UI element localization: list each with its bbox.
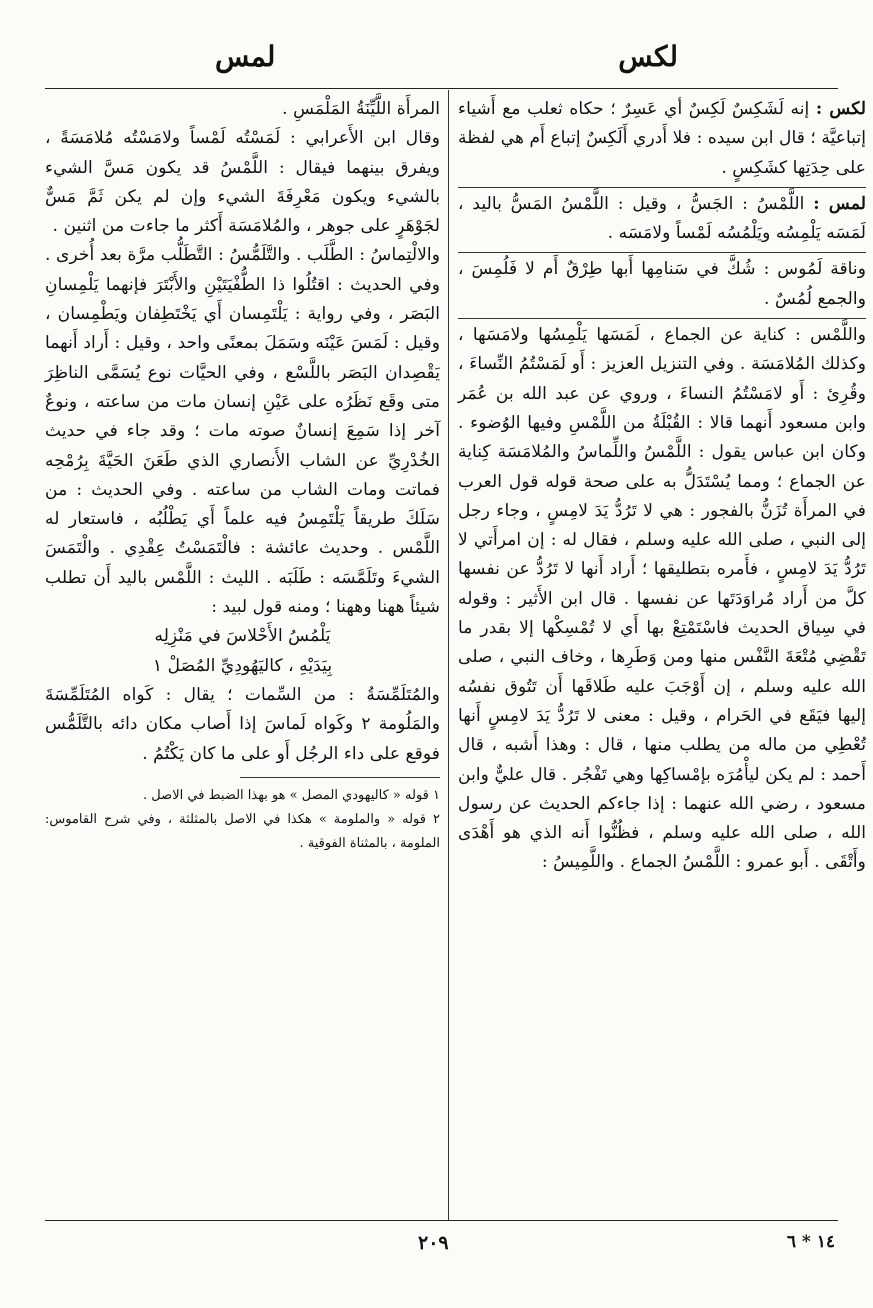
entry-divider: [458, 318, 866, 319]
paragraph: واللَّمْس : كناية عن الجماع ، لَمَسَها يَلْمِسُها ولامَسَها ، وكذلك المُلامَسَة . وفي التنزيل العزيز : أَو لَمَسْتُمُ النِّساءَ ، وقُرِئ : أَو لامَسْتُمُ النساءَ ، وروي عن عبد الله بن عُمَر وابن مسعود أَنهما قالا : القُبْلَةُ من اللَّمْسِ وفيها الوُضوء . وكان ابن عباس يقول : اللَّمْسُ واللِّماسُ والمُلامَسَة كِناية عن الجماع ؛ ومما يُسْتَدَلُّ به على صحة قوله قول العرب في المرأَة تُزَنُّ بالفجور : هي لا تَرُدُّ يَدَ لامِسٍ ، وجاء رجل إلى النبي ، صلى الله عليه وسلم ، فقال له : إن امرأَتي لا تَرُدُّ يَدَ لامِسٍ ، فأَمره بتطليقها ؛ أَراد أَنها لا تَرُدُّ عن نفسها كلَّ من أَراد مُراوَدَتَها عن نفسها . قال ابن الأَثير : وقوله في سِياق الحديث فاسْتَمْتِعْ بها أَي لا تُمْسِكْها إلا بقدر ما تَقْضِي مُتْعَةَ النَّفْس منها ومن وَطَرِها ، وخاف النبي ، صلى الله عليه وسلم ، إن أَوْجَبَ عليه طَلاقَها أَن تَتُوق نفسُه إليها فيَقَع في الحَرام ، وقيل : معنى لا تَرُدُّ يَدَ لامِسٍ أَنها تُعْطِي من ماله من يطلب منها ، قال : وهذا أَشبه ، قال أَحمد : لم يكن ليأْمُرَه بإمْساكِها وهي تَفْجُر . قال عليٌّ وابن مسعود ، رضي الله عنهما : إذا جاءكم الحديث عن رسول الله ، صلى الله عليه وسلم ، فظُنُّوا أَنه الذي هو أَهْدَى وأَتْقَى . أَبو عمرو : اللَّمْسُ الجماع . واللَّمِيسُ :: [458, 325, 866, 873]
paragraph: وقال ابن الأَعرابي : لَمَسْتُه لَمْساً ولامَسْتُه مُلامَسَةً ، ويفرق بينهما فيقال : اللَّمْسُ قد يكون مَسَّ الشيء بالشيء ويكون مَعْرِفَةَ الشيء وإن لم يكن ثَمَّ مَسٌّ لجَوْهَرٍ على جوهر ، والمُلامَسَة أَكثر ما جاءت من اثنين .: [45, 128, 440, 237]
poem-verse-line: يَلْمُسُ الأَحْلاسَ في مَنْزِلِه: [154, 626, 331, 647]
footnote-rule: [240, 777, 440, 778]
entry-body-lams: اللَّمْسُ : الجَسُّ ، وقيل : اللَّمْسُ المَسُّ باليد ، لَمَسَه يَلْمِسُه ويَلْمُسُه لَمْساً ولامَسَه .: [458, 193, 866, 244]
entry-body-laks: إنه لَشَكِسٌ لَكِسٌ أي عَسِرٌ ؛ حكاه ثعلب مع أَشياء إتباعيَّة ؛ قال ابن سيده : فلا أَدري أَلَكِسٌ إتباع أَم هي لفظة على حِدَتِها كشَكِسٍ .: [457, 99, 866, 178]
entry-lams: [458, 190, 866, 249]
left-column: [45, 95, 440, 856]
header-headword-left: لمس: [215, 40, 276, 73]
signature-mark: ١٤ * ٦: [786, 1232, 835, 1252]
top-rule: [45, 88, 838, 89]
entry-divider: [458, 252, 866, 253]
paragraph: والالْتِماسُ : الطَّلَب . والتَّلَمُّسُ : التَّطَلُّب مرَّة بعد أُخرى . وفي الحديث : اقتُلُوا ذا الطُّفْيَتَيْنِ والأَبْتَرَ فإنهما يَلْمِسانِ البَصَر ، وفي رواية : يَلْتَمِسان أَي يَخْتَطِفان ويَطْمِسان ، وقيل : لَمَسَ عَيْنَه وسَمَلَ بمعنًى واحد ، وقيل : أَراد أَنهما يَقْصِدان البَصَر باللَّسْع ، وفي الحيَّات نوع يُسَمَّى الناظِرَ متى وقَع نَظَرُه على عَيْنِ إنسان مات من ساعته ، ونوعٌ آخر إذا سَمِعَ إنسانٌ صوته مات ؛ وقد جاء في حديث الخُدْرِيِّ عن الشاب الأَنصاري الذي طَعَنَ الحَيَّةَ بِرُمْحِه فماتت ومات الشاب من ساعته . وفي الحديث : من سَلَكَ طريقاً يَلْتَمِسُ فيه علماً أَي يَطْلُبُه ، فاستعار له اللَّمْس . وحديث عائشة : فالْتَمَسْتُ عِقْدِي . والْتَمَسَ الشيءَ وتَلَمَّسَه : طَلَبَه . الليث : اللَّمْس باليد أَن تطلب شيئاً ههنا وههنا ؛ ومنه قول لبيد :: [45, 245, 440, 618]
entry-head-lams: لمس :: [813, 193, 867, 214]
page-number: ٢٠٩: [418, 1232, 449, 1254]
bottom-rule: [45, 1220, 838, 1221]
right-column: [458, 95, 866, 878]
footnote: ٢ قوله « والملومة » هكذا في الاصل بالمثلثة ، وفي شرح القاموس: الملومة ، بالمثناة الفوقية .: [45, 811, 440, 851]
column-separator: [448, 90, 449, 1220]
paragraph: والمُتَلَمِّسَةُ : من السِّمات ؛ يقال : كَواه المُتَلَمِّسَةَ والمَلُومة ٢ وكَواه لَماسَ إذا أَصاب مكان دائه بالتَّلَمُّس فوقع على داء الرجُل أَو على ما كان يَكْتُمُ .: [45, 684, 440, 764]
header-headword-right: لكس: [618, 40, 678, 73]
poem-verse-line: بِيَدَيْهِ ، كاليَهُودِيِّ المُصَلْ ١: [152, 655, 333, 676]
entry-laks: [458, 95, 866, 183]
footnote: ١ قوله « كاليهودي المصل » هو بهذا الضبط في الاصل .: [143, 787, 440, 803]
entry-head-laks: لكس :: [815, 99, 866, 119]
entry-divider: [458, 187, 866, 188]
paragraph: وناقة لَمُوس : شُكَّ في سَنامِها أَبها طِرْقٌ أَم لا فَلُمِسَ ، والجمع لُمُسٌ .: [458, 259, 866, 309]
paragraph: المرأَة اللَّيِّنَةُ المَلْمَسِ .: [282, 99, 440, 119]
